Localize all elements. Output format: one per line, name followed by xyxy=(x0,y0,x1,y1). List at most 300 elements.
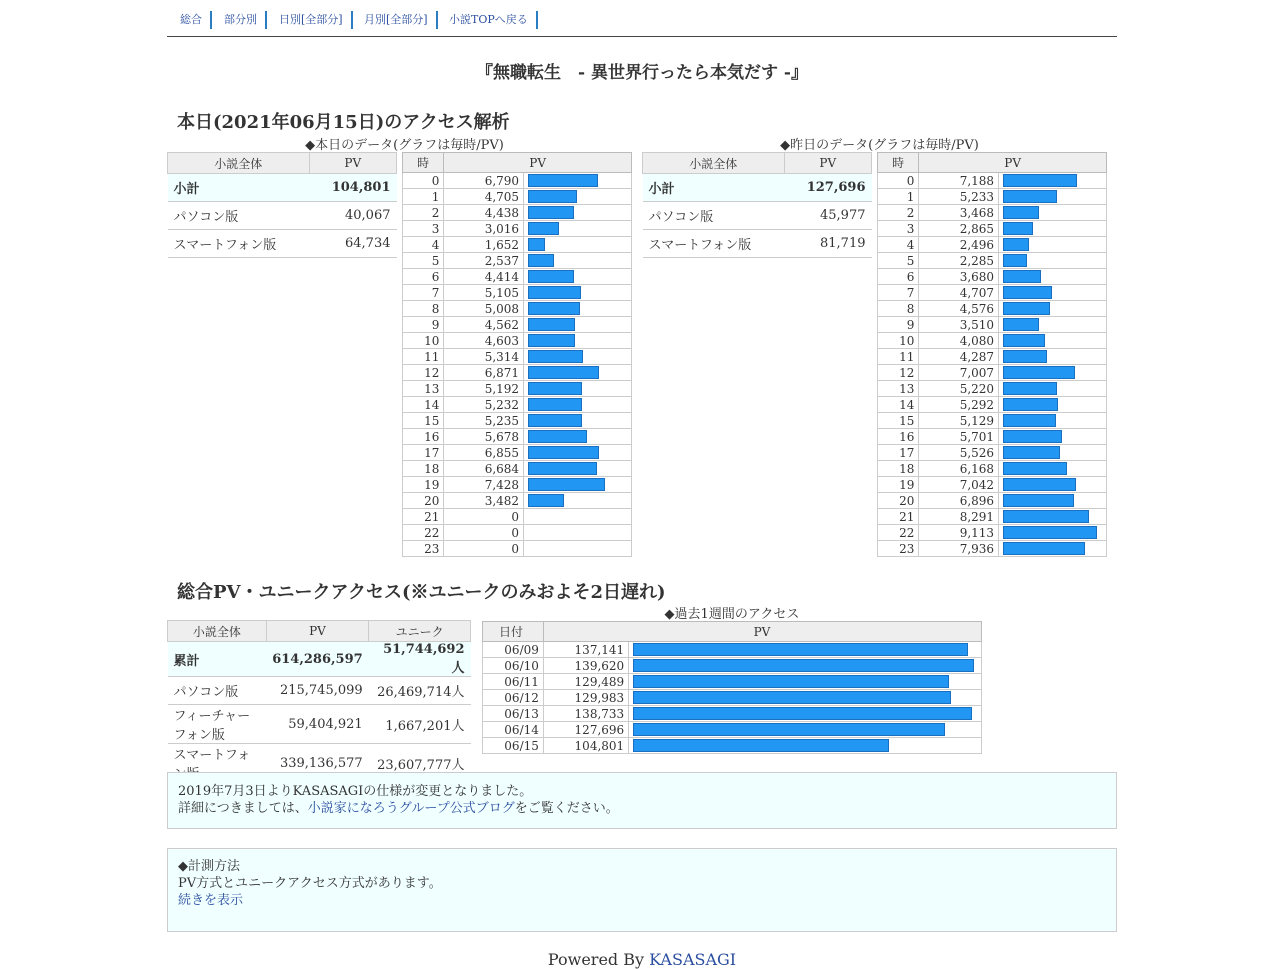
pv-bar xyxy=(1003,174,1077,187)
bar-cell xyxy=(999,429,1107,445)
pv-bar xyxy=(633,723,945,736)
pv-cell: 7,936 xyxy=(919,541,999,557)
hour-cell: 1 xyxy=(878,189,919,205)
table-row xyxy=(483,722,982,738)
hour-cell: 23 xyxy=(878,541,919,557)
hour-cell: 16 xyxy=(878,429,919,445)
pv-bar xyxy=(528,174,598,187)
table-row xyxy=(403,301,632,317)
notice-box xyxy=(167,772,1117,829)
bar-cell xyxy=(999,237,1107,253)
pv-cell: 4,707 xyxy=(919,285,999,301)
pv-bar xyxy=(1003,350,1047,363)
table-row xyxy=(878,349,1107,365)
pv-cell: 7,188 xyxy=(919,173,999,189)
pv-cell: 6,684 xyxy=(444,461,524,477)
row-label: スマートフォン版 xyxy=(643,230,785,258)
bar-cell xyxy=(999,445,1107,461)
table-row xyxy=(643,202,872,230)
pv-bar xyxy=(1003,334,1045,347)
kasasagi-link[interactable]: KASASAGI xyxy=(649,950,737,969)
col-header-novel: 小説全体 xyxy=(168,153,310,174)
hour-cell: 21 xyxy=(878,509,919,525)
pv-bar xyxy=(1003,190,1057,203)
pv-bar xyxy=(528,494,564,507)
pv-bar xyxy=(633,643,968,656)
hour-cell: 20 xyxy=(878,493,919,509)
table-row xyxy=(168,230,397,258)
hour-cell: 3 xyxy=(403,221,444,237)
pv-cell: 4,080 xyxy=(919,333,999,349)
bar-cell xyxy=(999,173,1107,189)
pv-cell: 6,790 xyxy=(444,173,524,189)
pv-cell: 4,287 xyxy=(919,349,999,365)
table-row xyxy=(878,477,1107,493)
pv-cell: 6,871 xyxy=(444,365,524,381)
nav-monthly[interactable]: 月別[全部分] xyxy=(364,11,438,29)
pv-bar xyxy=(528,254,554,267)
nav-daily[interactable]: 日別[全部分] xyxy=(279,11,353,29)
method-heading: ◆計測方法 xyxy=(178,859,240,874)
bar-cell xyxy=(524,205,632,221)
row-pv: 59,404,921 xyxy=(266,705,368,744)
pv-bar xyxy=(1003,238,1029,251)
bar-cell xyxy=(999,461,1107,477)
hour-cell: 18 xyxy=(403,461,444,477)
row-unique: 23,607,777人 xyxy=(369,744,471,783)
pv-cell: 3,680 xyxy=(919,269,999,285)
row-label: スマートフォン版 xyxy=(168,230,310,258)
table-row xyxy=(878,253,1107,269)
table-row xyxy=(483,642,982,658)
pv-bar xyxy=(633,739,889,752)
table-row xyxy=(878,285,1107,301)
hour-cell: 8 xyxy=(403,301,444,317)
pv-bar xyxy=(633,659,974,672)
pv-cell: 138,733 xyxy=(543,706,628,722)
bar-cell xyxy=(629,674,982,690)
pv-bar xyxy=(528,446,599,459)
pv-cell: 2,285 xyxy=(919,253,999,269)
footer-powered-by: Powered By xyxy=(547,950,650,969)
table-row xyxy=(403,205,632,221)
hour-cell: 4 xyxy=(403,237,444,253)
bar-cell xyxy=(524,477,632,493)
bar-cell xyxy=(999,189,1107,205)
pv-bar xyxy=(528,382,582,395)
row-unique: 26,469,714人 xyxy=(369,677,471,705)
table-row xyxy=(403,237,632,253)
pv-bar xyxy=(1003,302,1050,315)
pv-bar xyxy=(1003,398,1058,411)
bar-cell xyxy=(629,722,982,738)
hour-cell: 15 xyxy=(403,413,444,429)
table-row xyxy=(878,205,1107,221)
bar-cell xyxy=(999,413,1107,429)
hour-cell: 1 xyxy=(403,189,444,205)
row-label: フィーチャーフォン版 xyxy=(168,705,267,744)
hour-cell: 9 xyxy=(403,317,444,333)
yesterday-hourly-table xyxy=(877,152,1107,557)
bar-cell xyxy=(524,269,632,285)
row-pv: 40,067 xyxy=(309,202,396,230)
pv-bar xyxy=(1003,446,1060,459)
table-row xyxy=(403,509,632,525)
bar-cell xyxy=(629,690,982,706)
table-row xyxy=(878,541,1107,557)
col-header-pv: PV xyxy=(444,153,632,173)
table-row xyxy=(403,445,632,461)
notice-post: をご覧ください。 xyxy=(514,801,619,816)
pv-cell: 3,468 xyxy=(919,205,999,221)
row-label: 小計 xyxy=(168,174,310,202)
table-row xyxy=(168,174,397,202)
table-row xyxy=(403,253,632,269)
date-cell: 06/14 xyxy=(483,722,544,738)
bar-cell xyxy=(524,173,632,189)
pv-bar xyxy=(1003,510,1089,523)
bar-cell xyxy=(524,365,632,381)
hour-cell: 7 xyxy=(878,285,919,301)
bar-cell xyxy=(524,189,632,205)
pv-cell: 0 xyxy=(444,525,524,541)
table-row xyxy=(483,706,982,722)
hour-cell: 20 xyxy=(403,493,444,509)
table-row xyxy=(878,269,1107,285)
pv-cell: 4,438 xyxy=(444,205,524,221)
row-label: 小計 xyxy=(643,174,785,202)
bar-cell xyxy=(999,541,1107,557)
hour-cell: 8 xyxy=(878,301,919,317)
bar-cell xyxy=(524,445,632,461)
hour-cell: 9 xyxy=(878,317,919,333)
hour-cell: 7 xyxy=(403,285,444,301)
bar-cell xyxy=(524,349,632,365)
row-label: パソコン版 xyxy=(168,202,310,230)
hour-cell: 13 xyxy=(403,381,444,397)
hour-cell: 18 xyxy=(878,461,919,477)
pv-cell: 2,537 xyxy=(444,253,524,269)
table-row xyxy=(403,333,632,349)
hour-cell: 4 xyxy=(878,237,919,253)
table-row xyxy=(878,509,1107,525)
bar-cell xyxy=(629,738,982,754)
bar-cell xyxy=(629,658,982,674)
hour-cell: 2 xyxy=(403,205,444,221)
table-row xyxy=(403,397,632,413)
yesterday-summary-table xyxy=(642,152,872,258)
table-row xyxy=(168,642,471,677)
hour-cell: 2 xyxy=(878,205,919,221)
pv-cell: 2,865 xyxy=(919,221,999,237)
row-label: パソコン版 xyxy=(168,677,267,705)
nav-overall[interactable]: 総合 xyxy=(180,11,212,29)
pv-bar xyxy=(528,286,581,299)
bar-cell xyxy=(524,493,632,509)
pv-cell: 129,983 xyxy=(543,690,628,706)
show-more-link[interactable]: 続きを表示 xyxy=(178,893,244,908)
bar-cell xyxy=(999,477,1107,493)
pv-cell: 5,526 xyxy=(919,445,999,461)
bar-cell xyxy=(999,381,1107,397)
table-row xyxy=(878,445,1107,461)
table-row xyxy=(168,705,471,744)
pv-cell: 5,192 xyxy=(444,381,524,397)
hour-cell: 14 xyxy=(878,397,919,413)
bar-cell xyxy=(524,381,632,397)
hour-cell: 12 xyxy=(878,365,919,381)
hour-cell: 0 xyxy=(403,173,444,189)
hour-cell: 19 xyxy=(878,477,919,493)
hour-cell: 23 xyxy=(403,541,444,557)
row-label: 累計 xyxy=(168,642,267,677)
pv-cell: 104,801 xyxy=(543,738,628,754)
pv-cell: 3,016 xyxy=(444,221,524,237)
pv-cell: 5,233 xyxy=(919,189,999,205)
pv-bar xyxy=(1003,462,1067,475)
table-row xyxy=(403,269,632,285)
date-cell: 06/11 xyxy=(483,674,544,690)
table-row xyxy=(403,525,632,541)
notice-line1: 2019年7月3日よりKASASAGIの仕様が変更となりました。 xyxy=(178,784,533,799)
hour-cell: 17 xyxy=(878,445,919,461)
hour-cell: 22 xyxy=(403,525,444,541)
pv-cell: 8,291 xyxy=(919,509,999,525)
hour-cell: 12 xyxy=(403,365,444,381)
bar-cell xyxy=(629,706,982,722)
bar-cell xyxy=(999,349,1107,365)
hour-cell: 0 xyxy=(878,173,919,189)
table-row xyxy=(878,301,1107,317)
hour-cell: 15 xyxy=(878,413,919,429)
pv-cell: 5,678 xyxy=(444,429,524,445)
table-row xyxy=(403,477,632,493)
table-row xyxy=(878,525,1107,541)
notice-line2 xyxy=(178,800,619,817)
notice-pre: 詳細につきましては、 xyxy=(178,801,308,816)
pv-cell: 127,696 xyxy=(543,722,628,738)
pv-bar xyxy=(528,366,599,379)
bar-cell xyxy=(524,285,632,301)
pv-cell: 5,105 xyxy=(444,285,524,301)
row-unique: 1,667,201人 xyxy=(369,705,471,744)
pv-bar xyxy=(528,334,575,347)
pv-bar xyxy=(528,318,575,331)
pv-bar xyxy=(1003,494,1074,507)
pv-bar xyxy=(1003,318,1039,331)
hour-cell: 11 xyxy=(878,349,919,365)
col-header-pv: PV xyxy=(784,153,871,174)
col-header-date: 日付 xyxy=(483,622,544,642)
pv-bar xyxy=(1003,478,1076,491)
table-row xyxy=(403,429,632,445)
hour-cell: 22 xyxy=(878,525,919,541)
bar-cell xyxy=(999,365,1107,381)
table-row xyxy=(878,317,1107,333)
bar-cell xyxy=(999,509,1107,525)
pv-cell: 7,428 xyxy=(444,477,524,493)
pv-bar xyxy=(1003,526,1097,539)
today-hourly-table xyxy=(402,152,632,557)
col-header-pv: PV xyxy=(919,153,1107,173)
page-wrapper xyxy=(167,0,1117,908)
hour-cell: 10 xyxy=(878,333,919,349)
pv-cell: 4,576 xyxy=(919,301,999,317)
table-row xyxy=(168,677,471,705)
pv-bar xyxy=(528,478,605,491)
table-row xyxy=(643,230,872,258)
bar-cell xyxy=(999,301,1107,317)
method-text: PV方式とユニークアクセス方式があります。 xyxy=(178,876,442,891)
nav-by-part[interactable]: 部分別 xyxy=(224,11,267,29)
pv-cell: 5,129 xyxy=(919,413,999,429)
hour-cell: 14 xyxy=(403,397,444,413)
date-cell: 06/15 xyxy=(483,738,544,754)
table-row xyxy=(878,221,1107,237)
pv-cell: 139,620 xyxy=(543,658,628,674)
table-row xyxy=(878,365,1107,381)
footer xyxy=(0,950,1284,969)
bar-cell xyxy=(524,397,632,413)
bar-cell xyxy=(524,509,632,525)
pv-bar xyxy=(528,270,574,283)
col-header-pv: PV xyxy=(266,621,368,642)
hour-cell: 6 xyxy=(878,269,919,285)
hour-cell: 5 xyxy=(403,253,444,269)
table-row xyxy=(878,493,1107,509)
hour-cell: 10 xyxy=(403,333,444,349)
week-caption: ◆過去1週間のアクセス xyxy=(664,607,800,622)
row-pv: 339,136,577 xyxy=(266,744,368,783)
hour-cell: 21 xyxy=(403,509,444,525)
date-cell: 06/10 xyxy=(483,658,544,674)
row-pv: 127,696 xyxy=(784,174,871,202)
row-label: パソコン版 xyxy=(643,202,785,230)
pv-cell: 2,496 xyxy=(919,237,999,253)
pv-bar xyxy=(528,398,582,411)
table-row xyxy=(878,381,1107,397)
pv-bar xyxy=(1003,286,1052,299)
pv-cell: 5,232 xyxy=(444,397,524,413)
table-row xyxy=(878,237,1107,253)
col-header-novel: 小説全体 xyxy=(643,153,785,174)
bar-cell xyxy=(999,493,1107,509)
bar-cell xyxy=(999,397,1107,413)
bar-cell xyxy=(524,429,632,445)
col-header-hour: 時 xyxy=(403,153,444,173)
bar-cell xyxy=(999,221,1107,237)
pv-bar xyxy=(1003,206,1039,219)
hour-cell: 11 xyxy=(403,349,444,365)
col-header-novel: 小説全体 xyxy=(168,621,267,642)
table-row xyxy=(643,174,872,202)
table-row xyxy=(878,429,1107,445)
table-row xyxy=(878,413,1107,429)
table-row xyxy=(878,173,1107,189)
pv-bar xyxy=(1003,542,1085,555)
bar-cell xyxy=(999,333,1107,349)
row-pv: 81,719 xyxy=(784,230,871,258)
pv-bar xyxy=(528,190,577,203)
col-header-unique: ユニーク xyxy=(369,621,471,642)
bar-cell xyxy=(524,525,632,541)
col-header-pv: PV xyxy=(309,153,396,174)
pv-cell: 6,896 xyxy=(919,493,999,509)
table-row xyxy=(403,173,632,189)
bar-cell xyxy=(999,525,1107,541)
bar-cell xyxy=(999,205,1107,221)
nav-novel-top[interactable]: 小説TOPへ戻る xyxy=(449,11,538,29)
table-row xyxy=(403,461,632,477)
pv-cell: 6,855 xyxy=(444,445,524,461)
official-blog-link[interactable]: 小説家になろうグループ公式ブログ xyxy=(307,801,515,816)
total-heading: 総合PV・ユニークアクセス(※ユニークのみおよそ2日遅れ) xyxy=(177,582,666,603)
hour-cell: 5 xyxy=(878,253,919,269)
table-row xyxy=(403,413,632,429)
pv-cell: 0 xyxy=(444,541,524,557)
total-table xyxy=(167,620,471,783)
bar-cell xyxy=(999,285,1107,301)
bar-cell xyxy=(524,541,632,557)
table-row xyxy=(403,221,632,237)
date-cell: 06/09 xyxy=(483,642,544,658)
bar-cell xyxy=(524,237,632,253)
pv-cell: 5,314 xyxy=(444,349,524,365)
bar-cell xyxy=(524,461,632,477)
table-row xyxy=(403,493,632,509)
pv-cell: 129,489 xyxy=(543,674,628,690)
date-cell: 06/13 xyxy=(483,706,544,722)
pv-bar xyxy=(528,414,582,427)
row-pv: 614,286,597 xyxy=(266,642,368,677)
yesterday-caption: ◆昨日のデータ(グラフは毎時/PV) xyxy=(780,138,979,153)
bar-cell xyxy=(524,333,632,349)
table-row xyxy=(403,285,632,301)
pv-bar xyxy=(1003,414,1056,427)
row-pv: 45,977 xyxy=(784,202,871,230)
table-row xyxy=(878,461,1107,477)
bar-cell xyxy=(999,317,1107,333)
table-row xyxy=(483,674,982,690)
pv-cell: 3,510 xyxy=(919,317,999,333)
table-row xyxy=(168,202,397,230)
table-row xyxy=(483,658,982,674)
pv-cell: 5,235 xyxy=(444,413,524,429)
pv-bar xyxy=(633,691,951,704)
hour-cell: 17 xyxy=(403,445,444,461)
pv-bar xyxy=(528,350,583,363)
pv-bar xyxy=(1003,222,1033,235)
pv-cell: 4,562 xyxy=(444,317,524,333)
bar-cell xyxy=(524,413,632,429)
hour-cell: 19 xyxy=(403,477,444,493)
bar-cell xyxy=(524,221,632,237)
week-table xyxy=(482,621,982,754)
bar-cell xyxy=(524,253,632,269)
table-row xyxy=(878,189,1107,205)
bar-cell xyxy=(629,642,982,658)
pv-cell: 5,701 xyxy=(919,429,999,445)
table-row xyxy=(483,690,982,706)
today-summary-table xyxy=(167,152,397,258)
pv-cell: 7,007 xyxy=(919,365,999,381)
table-row xyxy=(403,189,632,205)
bar-cell xyxy=(524,317,632,333)
pv-bar xyxy=(1003,430,1062,443)
today-heading: 本日(2021年06月15日)のアクセス解析 xyxy=(177,112,510,133)
pv-cell: 9,113 xyxy=(919,525,999,541)
bar-cell xyxy=(524,301,632,317)
